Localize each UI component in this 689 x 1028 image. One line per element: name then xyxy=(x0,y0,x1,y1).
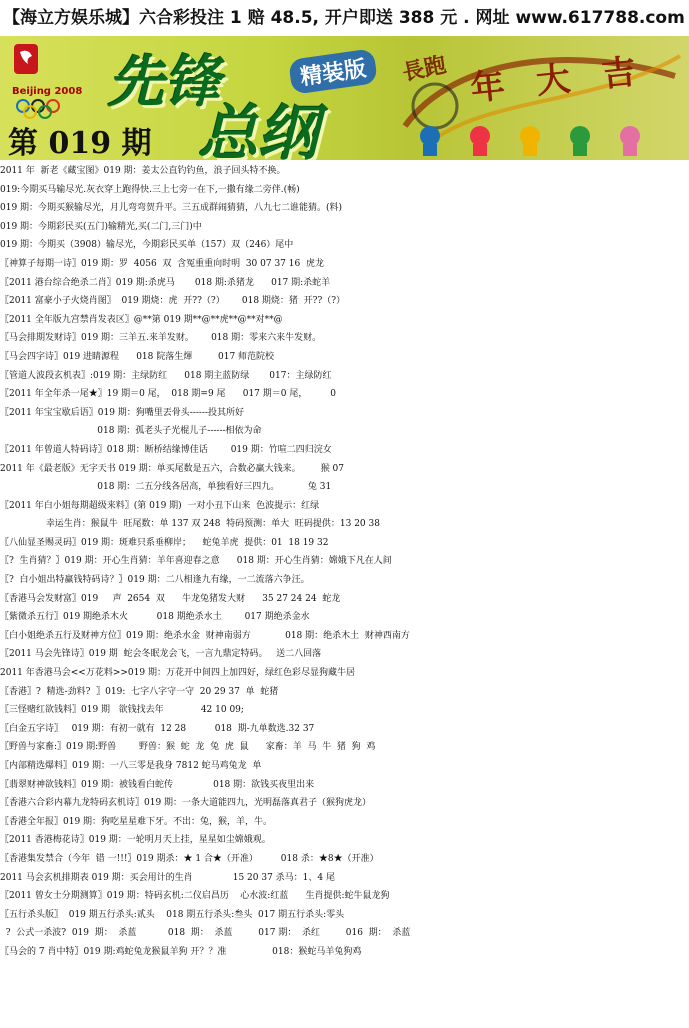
top-ad-bar: 【海立方娱乐城】六合彩投注 1 赔 48.5, 开户即送 388 元 . 网址 www.617788.com xyxy=(0,0,689,36)
logo-caption: Beijing 2008 xyxy=(12,86,83,97)
content-line: 〖? 生肖猜？〗019 期：开心生肖猜：羊年喜迎春之意 018 期：开心生肖猜：嫦娥下凡在人间 xyxy=(0,556,392,567)
content-line: 〖2011 年宝宝歇后语〗019 期：狗嘴里丟骨头------投其所好 xyxy=(0,407,245,418)
content-line: 2011 马会玄机排期表 019 期：买会用计的生肖 15 20 37 杀马：1、4 尾 xyxy=(0,872,335,883)
content-line: 〖2011 年曾道人特码诗〗018 期：断桥结缘博佳话 019 期：竹喧二四归浣女 xyxy=(0,444,332,455)
content-line: 〖内部精选爆料〗019 期：一八三零是我身 7812 蛇马鸡兔龙 单 xyxy=(0,761,262,771)
banner-year-text: 年 大 吉 xyxy=(468,50,648,110)
content-line: 〖马会四字诗〗019 进睛源程 018 院落生煇 017 师范院校 xyxy=(0,351,275,362)
content-line: 〖2011 曾女士分期测算〗019 期：特码玄机:二仪启昌历 心水波:红蓝 生肖提供:蛇牛鼠龙狗 xyxy=(0,891,390,902)
content-line: 018 期：二五分线各居高，单独看好三四九。 兔 31 xyxy=(0,482,332,493)
content-line: 〖八仙显圣赐灵码〗019 期：斑难只系垂柳岸； 蛇兔羊虎 提供：01 18 19 32 xyxy=(0,537,329,548)
olympic-rings-icon xyxy=(14,98,74,120)
forecast-text-list xyxy=(0,162,689,962)
banner-title-xianfeng: 先锋 xyxy=(108,49,220,115)
content-line: 〖2011 富豪小子火烧肖图〗 019 期烧：虎 开??（?） 018 期烧：猪 开??（?） xyxy=(0,296,346,307)
content-line: 〖马会的 7 肖中特〗019 期:鸡蛇兔龙猴鼠羊狗 开？？准 018：猴蛇马羊兔狗鸡 xyxy=(0,946,362,957)
content-line: 〖神算子每期一诗〗019 期：罗 4056 双 含冤重重向时明 30 07 37 16 虎龙 xyxy=(0,258,324,269)
content-line: 〖香港〗? 精选-劲料? 〗019: 七字八字守一守 20 29 37 单 蛇猪 xyxy=(0,686,279,697)
content-line: 〖紫微杀五行〗019 期绝杀木火 018 期绝杀水土 017 期绝杀金水 xyxy=(0,612,310,623)
banner-title-zonggang: 总纲 xyxy=(198,99,318,160)
content-line: 〖五行杀头版〗 019 期五行杀头:贰头 018 期五行杀头:叁头 017 期五行杀头:零头 xyxy=(0,909,345,920)
content-line: 〖香港集发禁合（今年 错 一!!!〗019 期杀：★ 1 合★（开准） 018 杀：★8★（开准） xyxy=(0,853,379,864)
content-line: 2011 年《最老版》无字天书 019 期：单买尾数是五六，合数必赢大钱来。 猴 07 xyxy=(0,463,345,474)
content-line: 幸运生肖：猴鼠牛 旺尾数：单 137 双 248 特码预测：单大 旺码提供：13 20 38 xyxy=(0,519,380,530)
content-line: 019 期：今期买猴输尽光，月儿弯弯贺升平。三五成群闹猜猜，八九七二谁能猜。(料) xyxy=(0,203,343,214)
content-line: 〖管道人波段玄机表〗:019 期：主绿防红 018 期主蓝防绿 017：主绿防红 xyxy=(0,370,332,381)
content-line: ? 公式一杀波? 019 期： 杀蓝 018 期： 杀蓝 017 期： 杀红 016 期： 杀蓝 xyxy=(0,928,411,939)
content-line: 2011 年 新老《藏宝图》019 期：姜太公直钓钓鱼，浪子回头特不换。 xyxy=(0,166,286,176)
content-line: 〖香港全年报〗019 期：狗吃星星难下牙。不出：兔，猴，羊，牛。 xyxy=(0,816,273,827)
content-line: 018 期：孤老头子光棍儿子------相依为命 xyxy=(0,426,262,437)
content-line: 〖2011 年白小姐每期超级来料〗(第 019 期) 一对小丑下山来 色波提示：红绿 xyxy=(0,500,320,511)
content-line: 019 期：今期彩民买(五门)输精光,买(二门,三门)中 xyxy=(0,221,202,232)
content-line: 〖白小姐绝杀五行及财神方位〗019 期：绝杀水金 财神南弱方 018 期：绝杀木土 财神西南方 xyxy=(0,630,410,641)
content-line: 019 期：今期买（3908）输尽光，今期彩民买单（157）双（246）尾中 xyxy=(0,240,294,251)
content-line: 2011 年香港马会<<万花料>>019 期：万花开中间四上加四好，绿红色彩尽显狗藏牛居 xyxy=(0,668,355,679)
header-banner xyxy=(0,36,689,160)
content-line: 〖野兽与家畜:〗019 期:野兽 野兽：猴 蛇 龙 兔 虎 鼠 家畜：羊 马 牛 猪 狗 鸡 xyxy=(0,742,376,753)
content-line: 〖香港六合彩内幕九龙特码玄机诗〗019 期：一条大道能四九，光明磊落真君子（猴狗虎龙） xyxy=(0,798,372,809)
content-line: 〖马会排期发财诗〗019 期：三羊五.来羊发财。 018 期：零来六来牛发财。 xyxy=(0,333,322,344)
banner-changpao-text: 長跑 xyxy=(400,52,449,87)
beijing-2008-logo xyxy=(4,42,102,114)
content-line: 〖2011 年全年杀一尾★〗19 期＝0 尾， 018 期=9 尾 017 期＝0 尾， 0 xyxy=(0,389,336,400)
content-line: 〖香港马会发财富〗019 声 2654 双 牛龙兔猪发大财 35 27 24 24 蛇龙 xyxy=(0,593,341,604)
edition-badge: 精装版 xyxy=(288,48,378,95)
issue-number: 第 019 期 xyxy=(8,126,152,160)
content-line: 019:今期买马输尽光.灰衣穿上跑得快.三上七旁一在下,一撒有缘二旁伴.(畅) xyxy=(0,184,300,195)
fuwa-mascots-icon xyxy=(410,122,680,158)
content-line: 〖翡翠财神欲钱料〗019 期：被钱看白蛇传 018 期：欲钱买夜里出来 xyxy=(0,779,315,790)
content-line: 〖2011 全年版九宫禁肖发表区〗@**第 019 期**@**虎**@**对**@ xyxy=(0,314,283,325)
content-line: 〖2011 马会先锋诗〗019 期 蛇会冬眠龙会飞，一言九鼎定特码。 送二八回落 xyxy=(0,649,322,660)
content-line: 〖? 白小姐出特赢钱特码诗？〗019 期：二八相逢九有缘，一二流落六争汪。 xyxy=(0,575,310,586)
content-line: 〖白金五字诗〗 019 期：有初一就有 12 28 018 期-九单数选.32 37 xyxy=(0,723,315,734)
content-line: 〖三怪赌红欲钱料〗019 期 欲钱找去年 42 10 09; xyxy=(0,705,244,716)
content-line: 〖2011 港台综合绝杀二肖〗019 期:杀虎马 018 期:杀猪龙 017 期:杀蛇羊 xyxy=(0,277,331,288)
content-line: 〖2011 香港梅花诗〗019 期：一轮明月天上挂，星星如尘嫦娥观。 xyxy=(0,835,271,846)
